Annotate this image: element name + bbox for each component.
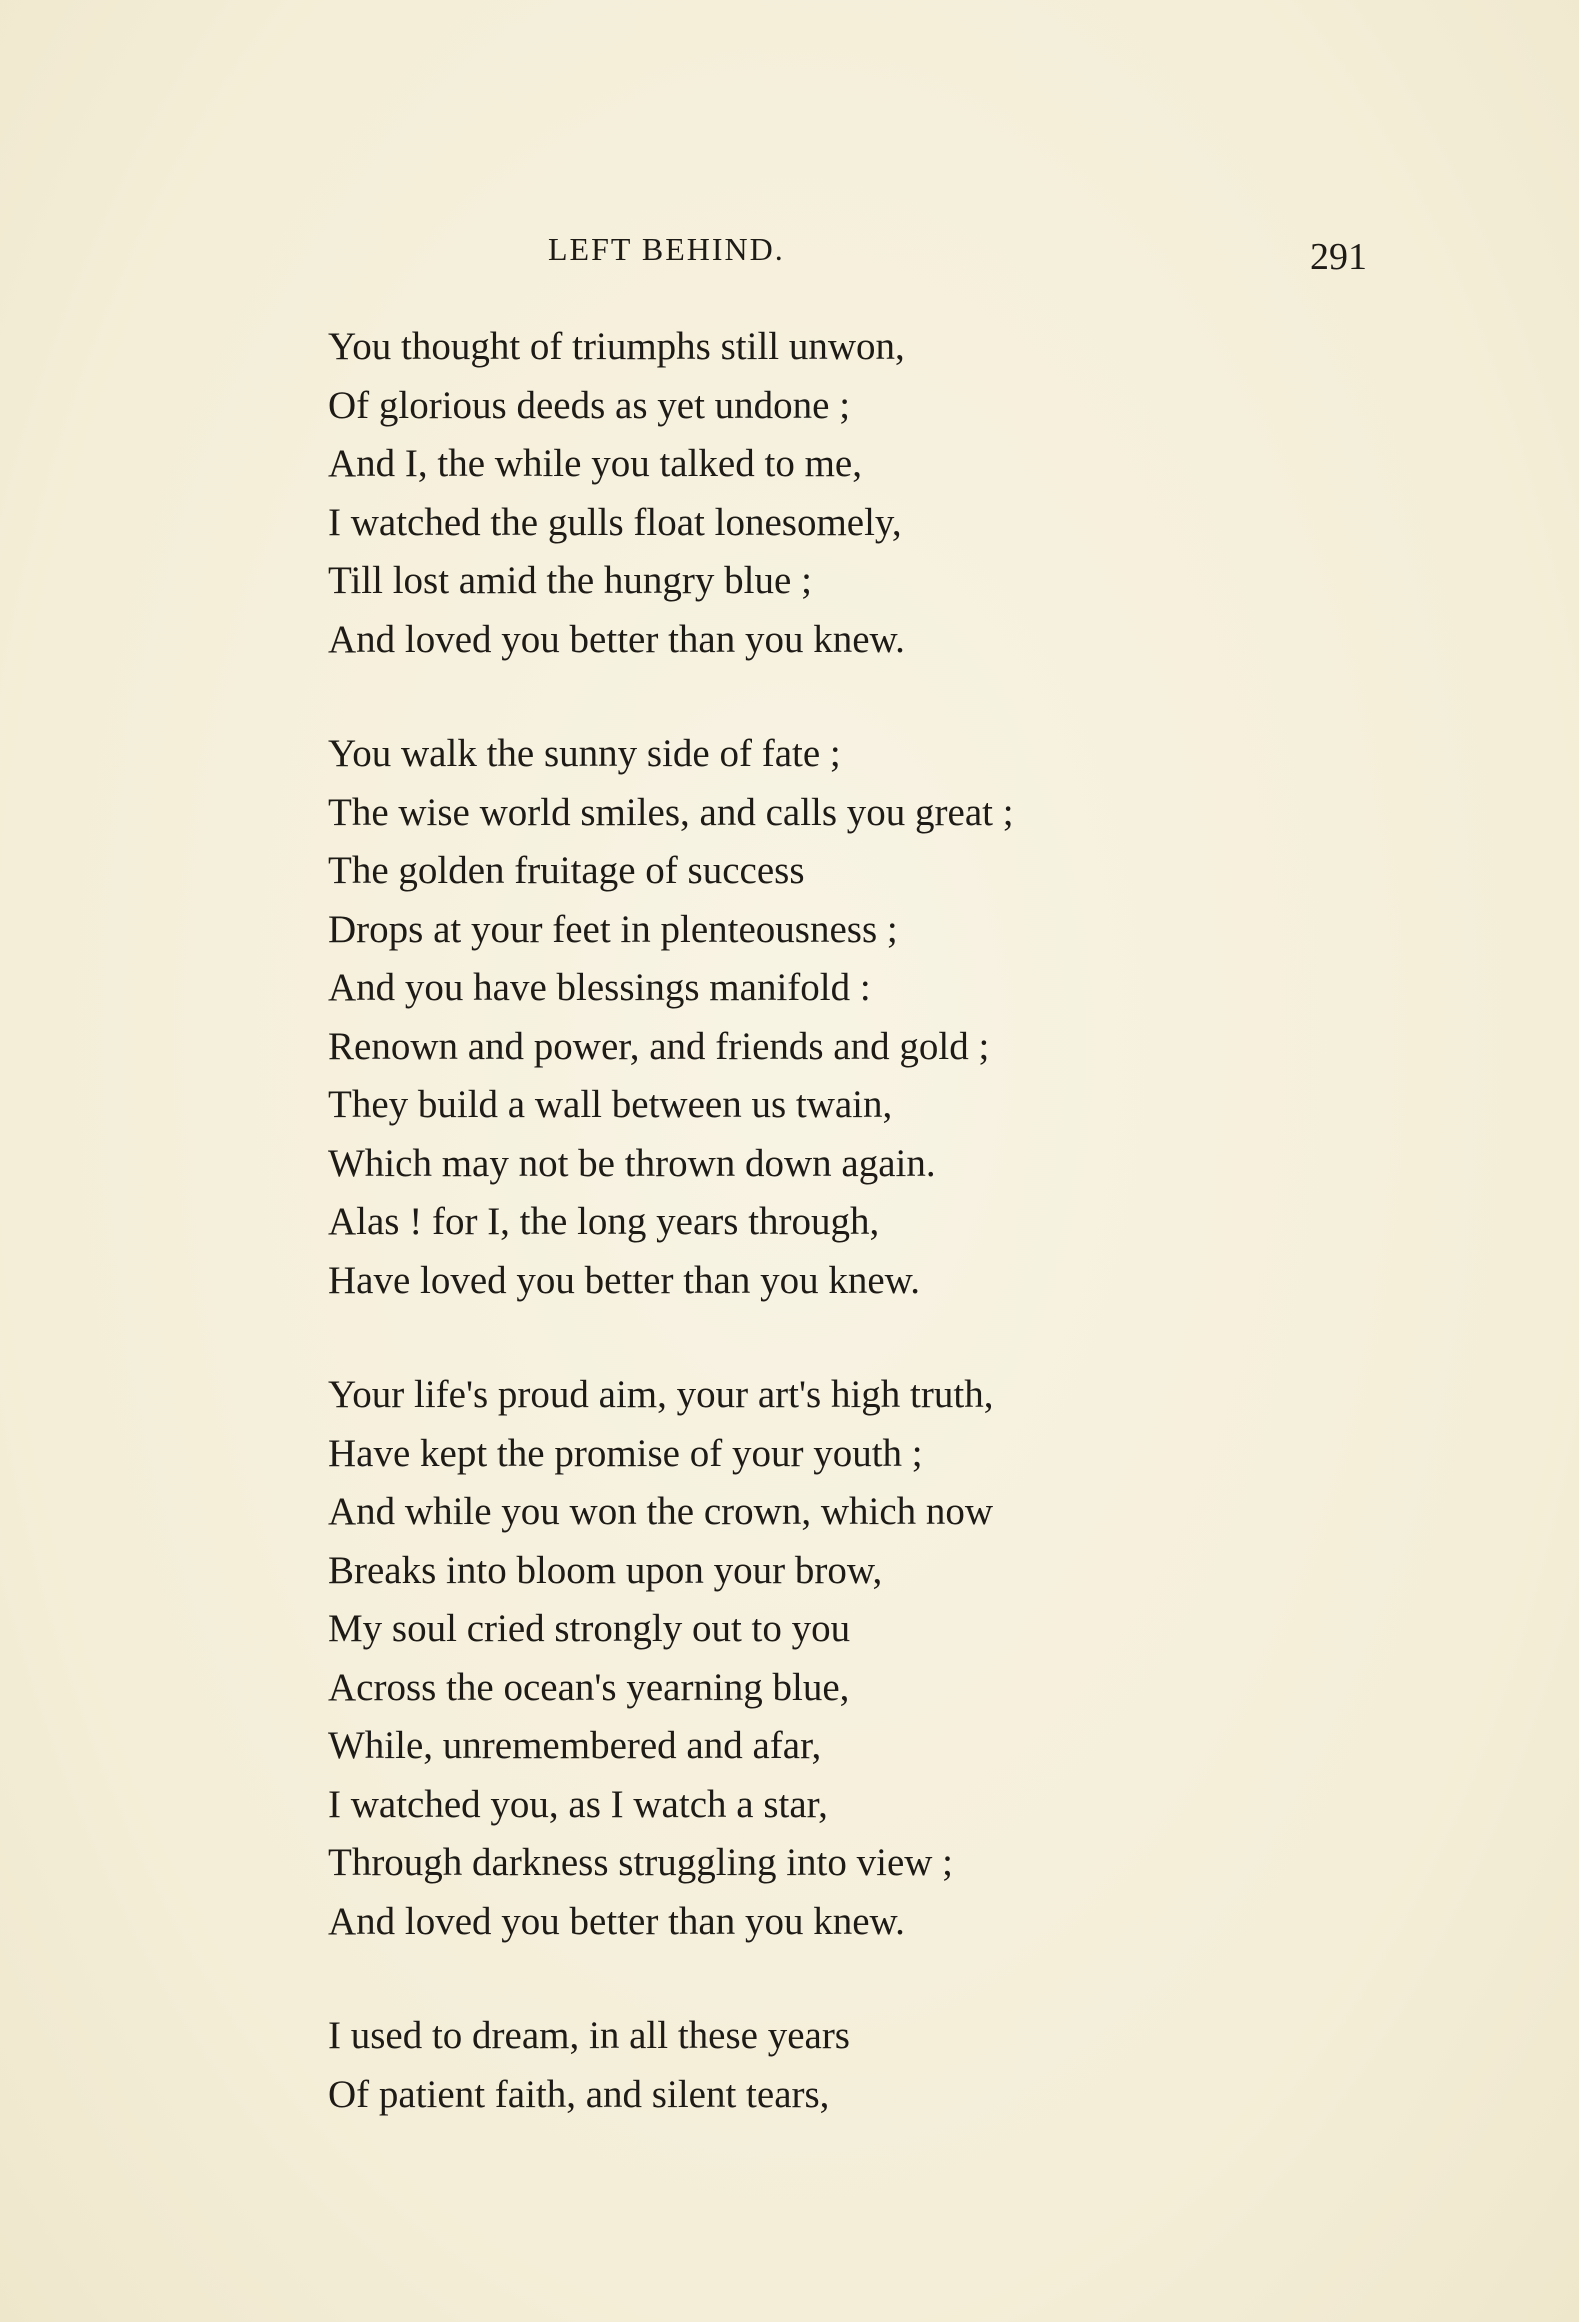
stanza-1 [328, 318, 1328, 669]
poem-line: Through darkness struggling into view ; [328, 1841, 954, 1884]
poem-line: Your life's proud aim, your art's high truth, [328, 1373, 994, 1416]
poem-line: Alas ! for I, the long years through, [328, 1200, 880, 1243]
poem-line: And I, the while you talked to me, [328, 442, 862, 485]
poem-line: Which may not be thrown down again. [328, 1141, 936, 1185]
poem-line: And while you won the crown, which now [328, 1490, 994, 1533]
poem-body [328, 318, 1328, 2180]
poem-line: Have kept the promise of your youth ; [328, 1431, 923, 1475]
poem-line: While, unremembered and afar, [328, 1724, 822, 1767]
poem-line: Renown and power, and friends and gold ; [328, 1024, 990, 1068]
stanza-2 [328, 725, 1328, 1310]
poem-line: I watched you, as I watch a star, [328, 1782, 828, 1826]
poem-line: Of patient faith, and silent tears, [328, 2072, 830, 2116]
poem-line: Till lost amid the hungry blue ; [328, 559, 812, 602]
poem-line: Across the ocean's yearning blue, [328, 1665, 850, 1709]
poem-line: They build a wall between us twain, [328, 1083, 893, 1126]
stanza-3 [328, 1366, 1328, 1951]
poem-line: Drops at your feet in plenteousness ; [328, 907, 898, 951]
poem-line: You thought of triumphs still unwon, [328, 325, 905, 368]
poem-line: And loved you better than you knew. [328, 1899, 905, 1943]
poem-line: The golden fruitage of success [328, 849, 805, 892]
poem-line: Have loved you better than you knew. [328, 1258, 921, 1302]
running-head [0, 224, 1579, 278]
poem-line: Of glorious deeds as yet undone ; [328, 383, 851, 427]
poem-line: My soul cried strongly out to you [328, 1607, 851, 1650]
poem-line: The wise world smiles, and calls you great ; [328, 790, 1014, 834]
page-number: 291 [1310, 236, 1367, 278]
poem-line: And you have blessings manifold : [328, 966, 871, 1009]
stanza-4 [328, 2007, 1328, 2124]
poem-line: And loved you better than you knew. [328, 617, 905, 661]
poem-line: I used to dream, in all these years [328, 2014, 850, 2057]
poem-line: Breaks into bloom upon your brow, [328, 1548, 883, 1592]
poem-line: You walk the sunny side of fate ; [328, 732, 841, 775]
running-title: LEFT BEHIND. [548, 231, 785, 267]
poem-line: I watched the gulls float lonesomely, [328, 500, 902, 544]
